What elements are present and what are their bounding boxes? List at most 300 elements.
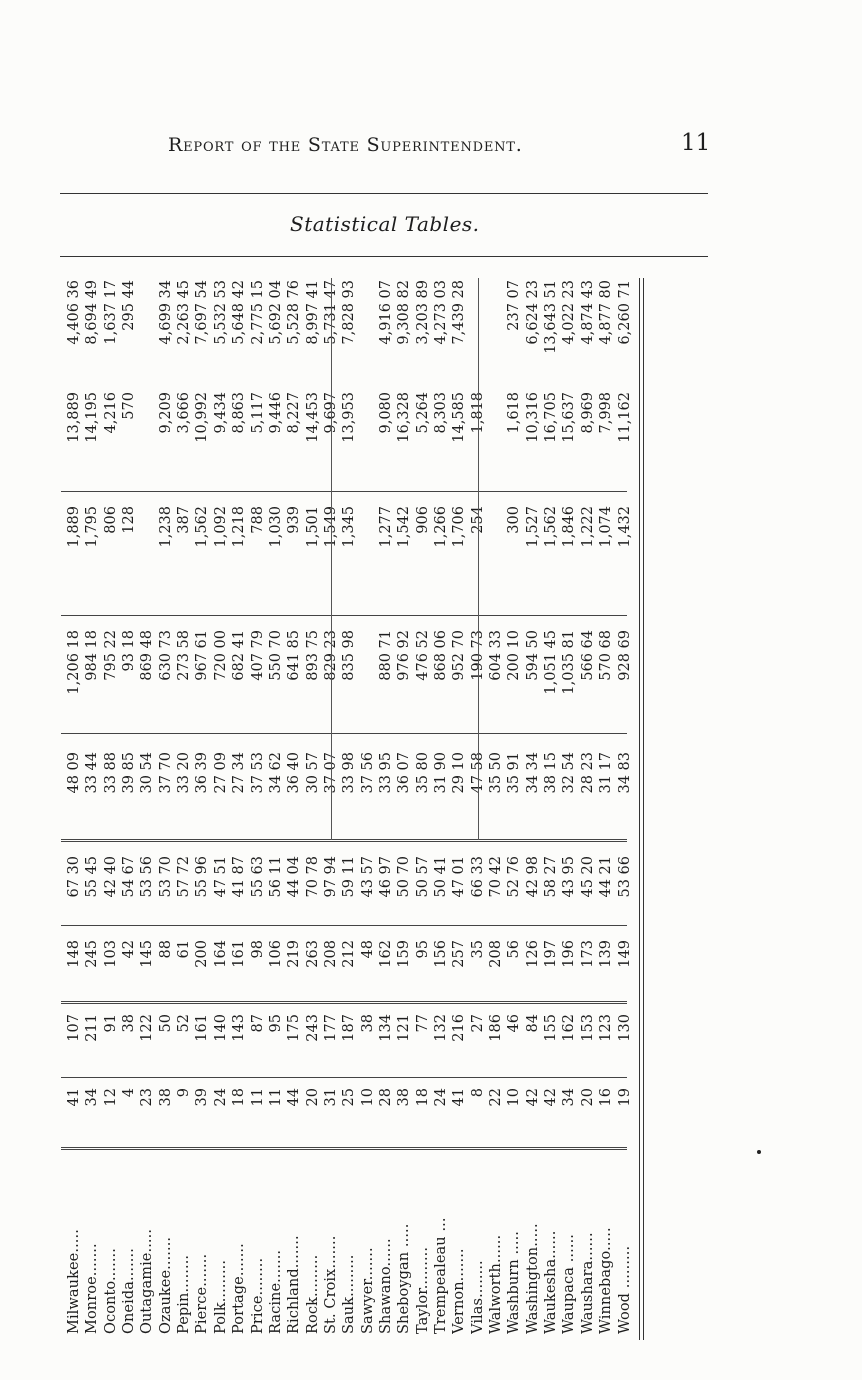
table-cell: 87 — [249, 1014, 266, 1033]
table-cell: 19 — [616, 1088, 633, 1107]
table-cell: 55 45 — [84, 856, 101, 898]
table-cell: 50 57 — [414, 856, 431, 898]
statistical-table — [55, 278, 655, 1340]
table-cell: 1,266 — [433, 506, 449, 548]
table-cell: 237 07 — [506, 280, 523, 331]
table-cell: 95 — [267, 1014, 284, 1033]
header-rule — [60, 256, 708, 257]
table-cell: 1,549 — [322, 506, 339, 548]
table-cell: 4,216 — [102, 392, 119, 434]
table-cell: 36 39 — [194, 752, 211, 794]
table-cell: 682 41 — [231, 630, 248, 681]
table-cell: 39 — [194, 1088, 211, 1107]
table-cell: 407 79 — [249, 630, 266, 681]
table-cell: 952 70 — [451, 630, 468, 681]
table-cell — [359, 392, 377, 496]
table-cell: 48 — [359, 940, 376, 959]
table-cell: 29 10 — [451, 752, 468, 794]
county-name: Waushara...... — [579, 1232, 596, 1334]
table-cell: 5,648 42 — [231, 280, 248, 345]
table-cell: 153 — [579, 1014, 596, 1042]
county-name: Milwaukee..... — [66, 1229, 82, 1334]
group-rule — [331, 278, 332, 840]
table-cell — [359, 280, 377, 390]
table-cell: 10,316 — [524, 392, 541, 443]
table-cell: 211 — [84, 1014, 101, 1042]
table-cell: 1,846 — [561, 506, 578, 548]
table-row — [267, 278, 285, 1340]
county-name: Walworth...... — [488, 1234, 505, 1334]
table-cell: 43 57 — [359, 856, 376, 898]
table-cell: 245 — [84, 940, 101, 968]
table-row — [212, 278, 230, 1340]
county-name: Monroe....... — [84, 1243, 101, 1334]
table-cell: 70 78 — [304, 856, 321, 898]
county-name: Taylor......... — [414, 1246, 431, 1334]
table-cell: 67 30 — [66, 856, 82, 898]
table-cell: 45 20 — [579, 856, 596, 898]
table-cell: 13,953 — [341, 392, 358, 443]
table-cell — [138, 392, 156, 496]
table-cell: 70 42 — [488, 856, 505, 898]
table-cell: 219 — [286, 940, 303, 968]
table-cell: 37 70 — [157, 752, 174, 794]
table-row — [377, 278, 395, 1340]
table-row — [120, 278, 138, 1340]
table-cell: 55 96 — [194, 856, 211, 898]
table-cell: 177 — [322, 1014, 339, 1042]
table-cell: 190 73 — [469, 630, 486, 681]
table-cell: 8,863 — [231, 392, 248, 434]
table-cell: 36 40 — [286, 752, 303, 794]
county-name: Polk......... — [212, 1259, 229, 1334]
table-cell: 77 — [414, 1014, 431, 1033]
table-cell: 1,051 45 — [543, 630, 560, 695]
running-head: Report of the State Superintendent. — [168, 134, 523, 156]
table-cell: 128 — [121, 506, 138, 534]
table-cell: 48 09 — [66, 752, 82, 794]
table-cell: 20 — [579, 1088, 596, 1107]
table-cell: 6,260 71 — [616, 280, 633, 345]
table-cell: 27 34 — [231, 752, 248, 794]
table-cell: 46 — [506, 1014, 523, 1033]
table-cell: 41 87 — [231, 856, 248, 898]
table-cell: 4,916 07 — [377, 280, 394, 345]
table-cell: 42 — [121, 940, 138, 959]
table-cell: 18 — [414, 1088, 431, 1107]
table-cell: 570 68 — [598, 630, 615, 681]
table-cell: 14,585 — [451, 392, 468, 443]
table-cell: 806 — [102, 506, 119, 534]
ink-speck — [757, 1150, 761, 1154]
table-cell: 37 56 — [359, 752, 376, 794]
table-row — [340, 278, 358, 1340]
table-cell: 9,697 — [322, 392, 339, 434]
table-cell: 9,434 — [212, 392, 229, 434]
county-name: Vilas........ — [469, 1260, 486, 1334]
table-cell: 186 — [488, 1014, 505, 1042]
table-cell: 42 40 — [102, 856, 119, 898]
table-cell: 550 70 — [267, 630, 284, 681]
table-cell: 6,624 23 — [524, 280, 541, 345]
table-cell: 33 88 — [102, 752, 119, 794]
table-cell: 8 — [469, 1088, 486, 1098]
table-cell: 43 95 — [561, 856, 578, 898]
table-cell: 13,889 — [66, 392, 82, 443]
county-name: Price........ — [249, 1257, 266, 1334]
table-cell: 9,209 — [157, 392, 174, 434]
table-cell: 32 54 — [561, 752, 578, 794]
county-name: Ozaukee....... — [157, 1236, 174, 1334]
table-cell: 61 — [176, 940, 193, 959]
table-cell: 1,074 — [598, 506, 615, 548]
table-cell: 173 — [579, 940, 596, 968]
table-cell: 630 73 — [157, 630, 174, 681]
table-cell: 42 98 — [524, 856, 541, 898]
table-cell: 2,775 15 — [249, 280, 266, 345]
table-row — [138, 278, 156, 1340]
table-cell: 41 — [66, 1088, 82, 1107]
table-cell: 35 50 — [488, 752, 505, 794]
table-cell: 98 — [249, 940, 266, 959]
table-cell: 31 17 — [598, 752, 615, 794]
table-cell: 2,263 45 — [176, 280, 193, 345]
table-cell: 1,542 — [396, 506, 413, 548]
table-cell: 27 — [469, 1014, 486, 1033]
county-name: Shawano...... — [377, 1238, 394, 1334]
table-cell: 893 75 — [304, 630, 321, 681]
table-cell: 59 11 — [341, 856, 358, 898]
table-cell: 140 — [212, 1014, 229, 1042]
table-cell: 14,195 — [84, 392, 101, 443]
table-cell: 34 — [561, 1088, 578, 1107]
table-cell: 1,345 — [341, 506, 358, 548]
table-cell: 31 — [322, 1088, 339, 1107]
table-cell: 10,992 — [194, 392, 211, 443]
table-row — [285, 278, 303, 1340]
table-cell: 37 53 — [249, 752, 266, 794]
table-cell: 5,117 — [249, 392, 266, 434]
table-cell: 8,997 41 — [304, 280, 321, 345]
table-cell: 23 — [139, 1088, 156, 1107]
table-cell: 10 — [506, 1088, 523, 1107]
table-cell: 36 07 — [396, 752, 413, 794]
table-row — [249, 278, 267, 1340]
table-cell — [487, 392, 505, 496]
table-cell: 44 21 — [598, 856, 615, 898]
table-cell: 38 15 — [543, 752, 560, 794]
table-cell: 16 — [598, 1088, 615, 1107]
table-cell: 139 — [598, 940, 615, 968]
table-cell: 16,705 — [543, 392, 560, 443]
top-rule — [60, 193, 708, 194]
table-cell: 35 80 — [414, 752, 431, 794]
table-cell: 103 — [102, 940, 119, 968]
table-row — [560, 278, 578, 1340]
table-cell: 34 62 — [267, 752, 284, 794]
table-cell — [487, 506, 505, 616]
table-cell: 1,206 18 — [66, 630, 82, 695]
table-row — [414, 278, 432, 1340]
table-cell: 641 85 — [286, 630, 303, 681]
table-cell: 1,218 — [231, 506, 248, 548]
table-cell: 25 — [341, 1088, 358, 1107]
table-row — [579, 278, 597, 1340]
table-cell: 208 — [322, 940, 339, 968]
table-cell: 34 83 — [616, 752, 633, 794]
table-cell: 14,453 — [304, 392, 321, 443]
table-cell: 15,637 — [561, 392, 578, 443]
table-cell: 9 — [176, 1088, 193, 1098]
table-cell: 1,562 — [543, 506, 560, 548]
table-cell: 161 — [231, 940, 248, 968]
table-cell: 880 71 — [377, 630, 394, 681]
table-cell: 50 41 — [433, 856, 449, 898]
table-cell: 41 — [451, 1088, 468, 1107]
table-cell: 9,446 — [267, 392, 284, 434]
table-cell: 7,439 28 — [451, 280, 468, 345]
table-cell: 54 67 — [121, 856, 138, 898]
table-cell: 10 — [359, 1088, 376, 1107]
table-cell: 1,706 — [451, 506, 468, 548]
table-row — [487, 278, 505, 1340]
table-cell: 24 — [212, 1088, 229, 1107]
table-cell: 1,818 — [469, 392, 486, 434]
table-cell: 159 — [396, 940, 413, 968]
table-cell: 50 70 — [396, 856, 413, 898]
table-cell: 4,874 43 — [579, 280, 596, 345]
table-cell: 4,273 03 — [433, 280, 449, 345]
table-cell: 122 — [139, 1014, 156, 1042]
table-row — [450, 278, 468, 1340]
table-row — [193, 278, 211, 1340]
table-cell: 4,022 23 — [561, 280, 578, 345]
table-cell: 34 34 — [524, 752, 541, 794]
table-row — [616, 278, 634, 1340]
county-name: Washburn ..... — [506, 1230, 523, 1334]
table-cell: 53 56 — [139, 856, 156, 898]
table-cell: 7,697 54 — [194, 280, 211, 345]
table-cell: 4,699 34 — [157, 280, 174, 345]
table-cell: 594 50 — [524, 630, 541, 681]
table-cell: 11 — [249, 1088, 266, 1107]
table-cell: 1,030 — [267, 506, 284, 548]
table-cell: 196 — [561, 940, 578, 968]
table-cell: 161 — [194, 1014, 211, 1042]
table-cell: 33 95 — [377, 752, 394, 794]
table-cell: 52 — [176, 1014, 193, 1033]
table-cell: 47 58 — [469, 752, 486, 794]
table-cell: 4,877 80 — [598, 280, 615, 345]
table-cell: 50 — [157, 1014, 174, 1033]
county-name: Winnebago..... — [598, 1227, 615, 1334]
table-cell: 134 — [377, 1014, 394, 1042]
table-cell: 95 — [414, 940, 431, 959]
table-row — [304, 278, 322, 1340]
table-cell: 869 48 — [139, 630, 156, 681]
county-name: St. Croix....... — [322, 1235, 339, 1334]
table-cell: 34 — [84, 1088, 101, 1107]
table-cell: 56 — [506, 940, 523, 959]
table-cell: 5,532 53 — [212, 280, 229, 345]
table-cell: 20 — [304, 1088, 321, 1107]
table-cell: 106 — [267, 940, 284, 968]
table-cell: 1,035 81 — [561, 630, 578, 695]
table-cell: 788 — [249, 506, 266, 534]
table-cell: 263 — [304, 940, 321, 968]
table-cell: 22 — [488, 1088, 505, 1107]
page-number: 11 — [681, 130, 711, 156]
table-cell: 1,222 — [579, 506, 596, 548]
table-cell: 212 — [341, 940, 358, 968]
table-cell: 27 09 — [212, 752, 229, 794]
table-cell: 130 — [616, 1014, 633, 1042]
table-cell: 44 04 — [286, 856, 303, 898]
table-cell: 5,264 — [414, 392, 431, 434]
county-name: Vernon....... — [451, 1248, 468, 1334]
table-cell: 121 — [396, 1014, 413, 1042]
table-cell: 30 57 — [304, 752, 321, 794]
table-cell: 16,328 — [396, 392, 413, 443]
table-cell — [359, 506, 377, 616]
table-cell: 1,637 17 — [102, 280, 119, 345]
table-cell: 967 61 — [194, 630, 211, 681]
table-cell — [138, 506, 156, 616]
county-name: Waupaca ...... — [561, 1234, 578, 1334]
table-cell: 47 51 — [212, 856, 229, 898]
table-row — [524, 278, 542, 1340]
county-name: Sauk......... — [341, 1254, 358, 1334]
table-cell: 928 69 — [616, 630, 633, 681]
table-cell: 939 — [286, 506, 303, 534]
table-cell: 88 — [157, 940, 174, 959]
table-cell: 44 — [286, 1088, 303, 1107]
table-cell: 4 — [121, 1088, 138, 1098]
table-cell: 5,528 76 — [286, 280, 303, 345]
table-title: Statistical Tables. — [290, 212, 480, 236]
table-cell: 149 — [616, 940, 633, 968]
table-cell: 156 — [433, 940, 449, 968]
table-cell: 208 — [488, 940, 505, 968]
group-rule — [478, 278, 479, 840]
table-cell: 58 27 — [543, 856, 560, 898]
table-cell: 28 — [377, 1088, 394, 1107]
table-cell: 720 00 — [212, 630, 229, 681]
table-cell: 162 — [377, 940, 394, 968]
table-cell: 132 — [433, 1014, 449, 1042]
table-cell: 155 — [543, 1014, 560, 1042]
table-cell: 8,969 — [579, 392, 596, 434]
table-cell: 18 — [231, 1088, 248, 1107]
table-cell: 66 33 — [469, 856, 486, 898]
table-cell: 4,406 36 — [66, 280, 82, 345]
table-cell: 566 64 — [579, 630, 596, 681]
table-cell: 42 — [543, 1088, 560, 1107]
table-cell — [359, 630, 377, 740]
table-cell: 31 90 — [433, 752, 449, 794]
table-cell: 37 07 — [322, 752, 339, 794]
table-cell: 97 94 — [322, 856, 339, 898]
table-cell: 1,618 — [506, 392, 523, 434]
table-cell: 868 06 — [433, 630, 449, 681]
table-cell: 11,162 — [616, 392, 633, 443]
table-cell: 38 — [121, 1014, 138, 1033]
county-name: Washington..... — [524, 1223, 541, 1334]
table-row — [83, 278, 101, 1340]
county-name: Oconto....... — [102, 1248, 119, 1334]
county-name: Wood ......... — [616, 1245, 633, 1334]
table-cell: 8,694 49 — [84, 280, 101, 345]
table-cell: 570 — [121, 392, 138, 420]
table-cell: 13,643 51 — [543, 280, 560, 354]
table-cell: 55 63 — [249, 856, 266, 898]
table-cell: 46 97 — [377, 856, 394, 898]
table-cell: 8,303 — [433, 392, 449, 434]
table-cell: 35 — [469, 940, 486, 959]
table-cell: 243 — [304, 1014, 321, 1042]
table-cell: 56 11 — [267, 856, 284, 898]
table-cell: 835 98 — [341, 630, 358, 681]
county-name: Sheboygan ..... — [396, 1223, 413, 1334]
rotated-table-body — [55, 278, 655, 1340]
table-cell: 9,080 — [377, 392, 394, 434]
table-cell: 12 — [102, 1088, 119, 1107]
table-cell: 5,692 04 — [267, 280, 284, 345]
table-cell: 906 — [414, 506, 431, 534]
table-cell: 1,501 — [304, 506, 321, 548]
table-row — [432, 278, 450, 1340]
table-cell: 47 01 — [451, 856, 468, 898]
table-cell: 52 76 — [506, 856, 523, 898]
county-name: Rock......... — [304, 1254, 321, 1334]
table-cell: 24 — [433, 1088, 449, 1107]
table-cell: 187 — [341, 1014, 358, 1042]
table-cell: 8,227 — [286, 392, 303, 434]
table-cell: 216 — [451, 1014, 468, 1042]
table-row — [597, 278, 615, 1340]
table-cell: 107 — [66, 1014, 82, 1042]
table-cell: 35 91 — [506, 752, 523, 794]
table-cell: 30 54 — [139, 752, 156, 794]
table-cell: 976 92 — [396, 630, 413, 681]
table-row — [395, 278, 413, 1340]
table-row — [505, 278, 523, 1340]
table-row — [102, 278, 120, 1340]
table-cell: 162 — [561, 1014, 578, 1042]
county-name: Portage....... — [231, 1243, 248, 1334]
table-cell: 1,238 — [157, 506, 174, 548]
table-cell: 5,731 47 — [322, 280, 339, 345]
table-cell: 33 98 — [341, 752, 358, 794]
table-cell: 254 — [469, 506, 486, 534]
table-cell: 164 — [212, 940, 229, 968]
table-cell: 57 72 — [176, 856, 193, 898]
table-cell: 123 — [598, 1014, 615, 1042]
table-cell: 1,277 — [377, 506, 394, 548]
table-cell: 9,308 82 — [396, 280, 413, 345]
table-cell: 1,092 — [212, 506, 229, 548]
table-cell: 33 20 — [176, 752, 193, 794]
county-name: Trempealeau ... — [433, 1217, 449, 1334]
table-cell: 829 23 — [322, 630, 339, 681]
table-cell: 984 18 — [84, 630, 101, 681]
table-cell: 38 — [359, 1014, 376, 1033]
table-cell: 1,795 — [84, 506, 101, 548]
county-name: Sawyer....... — [359, 1247, 376, 1334]
table-cell: 28 23 — [579, 752, 596, 794]
table-row — [175, 278, 193, 1340]
table-cell: 175 — [286, 1014, 303, 1042]
